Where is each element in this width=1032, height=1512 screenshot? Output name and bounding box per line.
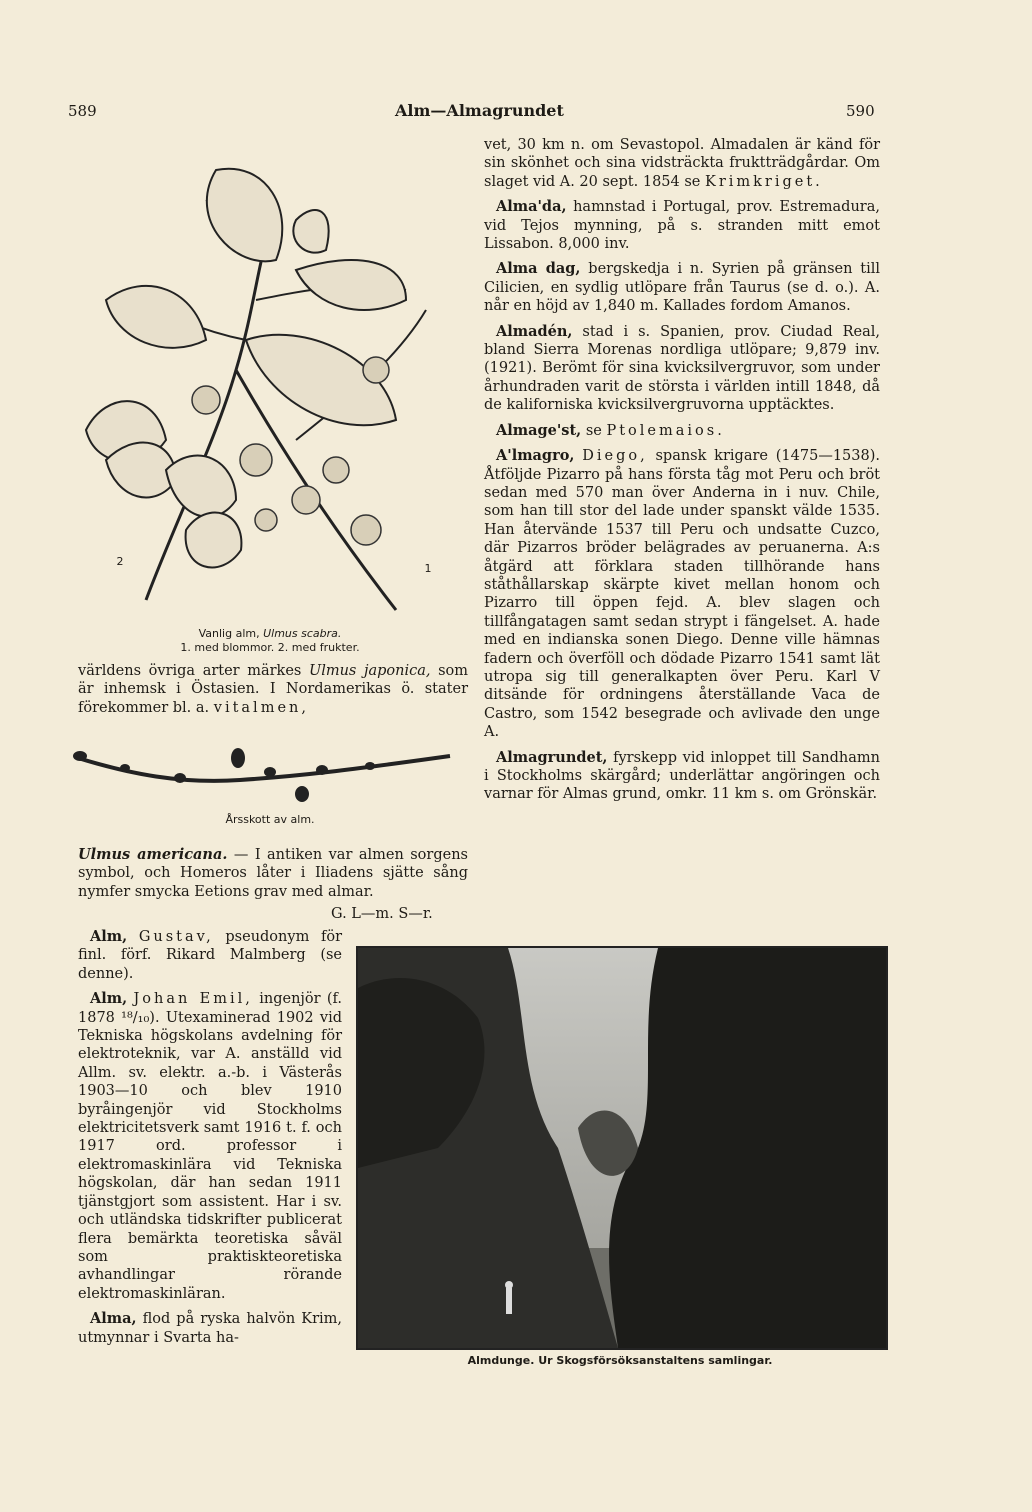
right-column xyxy=(484,136,880,811)
latin-name: Ulmus japonica, xyxy=(308,663,431,679)
left-column-continuation xyxy=(78,662,468,724)
figure-label-1: 1 xyxy=(424,562,432,575)
headword: Almage'st, xyxy=(496,421,582,439)
entry-text: hamnstad i Portugal, prov. Estremadura, vid Tejos mynning, på s. stranden mitt emot Lissabon. 8,000 inv. xyxy=(484,199,880,253)
text: världens övriga arter märkes xyxy=(78,663,309,679)
cross-reference: Krimkriget. xyxy=(704,173,823,190)
text: som är inhemsk i Östasien. I Nordamerikas ö. stater förekommer bl. a. xyxy=(78,663,469,716)
headword: Alma, xyxy=(90,1310,137,1328)
author-signature: G. L—m. S—r. xyxy=(331,906,433,922)
left-column-paragraph-2 xyxy=(78,846,468,908)
person-name: Johan Emil, xyxy=(133,991,253,1008)
photo-caption: Almdunge. Ur Skogsförsöksanstaltens samlingar. xyxy=(467,1354,773,1367)
entry-almada xyxy=(484,198,880,253)
latin-name: Ulmus americana. xyxy=(78,846,228,863)
person-name: Gustav, xyxy=(138,929,214,945)
spaced-ref: vitalmen, xyxy=(213,699,309,716)
entry-text: stad i s. Spanien, prov. Ciudad Real, bland Sierra Morenas nordliga utlöpare; 9,879 inv. (1921). Berömt för sina kvicksilvergruvor, som under århundraden varit de största i världen intill 1848, då de kaliforniska kvicksilvergruvorna upptäcktes. xyxy=(484,323,880,414)
entry-almagro xyxy=(484,447,880,742)
entry-almagest xyxy=(484,422,880,440)
entry-text: fyrskepp vid inloppet till Sandhamn i Stockholms skärgård; underlättar angöringen och varnar för Almas grund, omkr. 11 km s. om Grönskär. xyxy=(484,749,880,803)
text: — I antiken var almen sorgens symbol, och Homeros låter i Iliadens sjätte sång nymfer smycka Eetions grav med almar. xyxy=(78,847,468,900)
twig-caption: Årsskott av alm. xyxy=(225,813,315,826)
elm-figure-caption xyxy=(140,627,400,655)
caption-latin: Ulmus scabra. xyxy=(263,627,342,640)
paragraph xyxy=(78,846,468,901)
entry-almaden xyxy=(484,323,880,415)
entry-text: vet, 30 km n. om Sevastopol. Almadalen är känd för sin skönhet och sina vidsträckta fruktträdgårdar. Om slaget vid A. 20 sept. 1854 se xyxy=(484,137,880,190)
headword: Alma dag, xyxy=(496,260,581,278)
entry-text: spansk krigare (1475—1538). Åtföljde Pizarro på hans första tåg mot Peru och bröt sedan med 570 man över Anderna in i nuv. Chile, som han till stor del lade under spanskt välde 1535. Han återvände 1537 till Peru och undsatte Cuzco, där Pizarros bröder belägrades av peruanerna. A:s åtgärd att förklara staden tillhörande hans ståthållarskap skärpte kivet mellan honom och Pizarro till öppen fejd. A. blev slagen och tillfångatagen samt sedan strypt i fängelset. A. hade med en indianska sonen Diego. Denne ville hämnas fadern och överföll och dödade Pizarro 1541 samt lät utropa sig till generalkapten över Peru. Karl V ditsände för ordningens återställande Vaca de Castro, som 1542 besegrade och avlivade den unge A. xyxy=(484,448,880,741)
person-name: Diego, xyxy=(582,448,648,465)
entry-alm-johan-emil xyxy=(78,990,342,1303)
headword: Almagrundet, xyxy=(496,748,608,766)
headword: Almadén, xyxy=(496,322,573,340)
headword: Alm, xyxy=(90,990,128,1008)
entry-text: bergskedja i n. Syrien på gränsen till Cilicien, en sydlig utlöpare från Taurus (se d. o.). A. når en höjd av 1,840 m. Kallades fordom Amanos. xyxy=(484,261,880,315)
entry-alma-dag xyxy=(484,260,880,315)
entry-almagrundet xyxy=(484,749,880,804)
headword: Alm, xyxy=(90,928,128,945)
running-title: Alm—Almagrundet xyxy=(395,101,564,120)
page-number-left: 589 xyxy=(68,102,97,120)
page-number-right: 590 xyxy=(846,102,875,120)
headword: A'lmagro, xyxy=(496,447,575,465)
entry-text: flod på ryska halvön Krim, utmynnar i Svarta ha- xyxy=(78,1311,342,1346)
caption-text: Vanlig alm, xyxy=(198,627,264,640)
entry-text: ingenjör (f. 1878 ¹⁸/₁₀). Utexaminerad 1902 vid Tekniska högskolans avdelning för elektroteknik, var A. anställd vid Allm. sv. elektr. a.-b. i Västerås 1903—10 och blev 1910 byråingenjör vid Stockholms elektricitetsverk samt 1916 t. f. och 1917 ord. professor i elektromaskinlära vid Tekniska högskolan, där han sedan 1911 tjänstgjort som assistent. Har i sv. och utländska tidskrifter publicerat flera bemärkta teoretiska såväl som praktiskteoretiska avhandlingar rörande elektromaskinläran. xyxy=(78,991,343,1302)
elm-grove-photo xyxy=(356,946,888,1350)
headword: Alma'da, xyxy=(496,198,567,216)
paragraph xyxy=(78,662,468,717)
entry-text: pseudonym för finl. förf. Rikard Malmberg (se denne). xyxy=(78,929,342,982)
figure-label-2: 2 xyxy=(116,555,124,568)
entry-alma xyxy=(78,1310,342,1347)
caption-text-2: 1. med blommor. 2. med frukter. xyxy=(180,641,360,654)
left-narrow-column xyxy=(78,928,342,1354)
cross-reference: Ptolemaios. xyxy=(606,422,725,439)
twig-illustration xyxy=(70,744,460,808)
entry-continuation xyxy=(484,136,880,191)
entry-text: se xyxy=(581,422,607,439)
elm-branch-illustration xyxy=(66,140,466,620)
entry-alm-gustav xyxy=(78,928,342,983)
